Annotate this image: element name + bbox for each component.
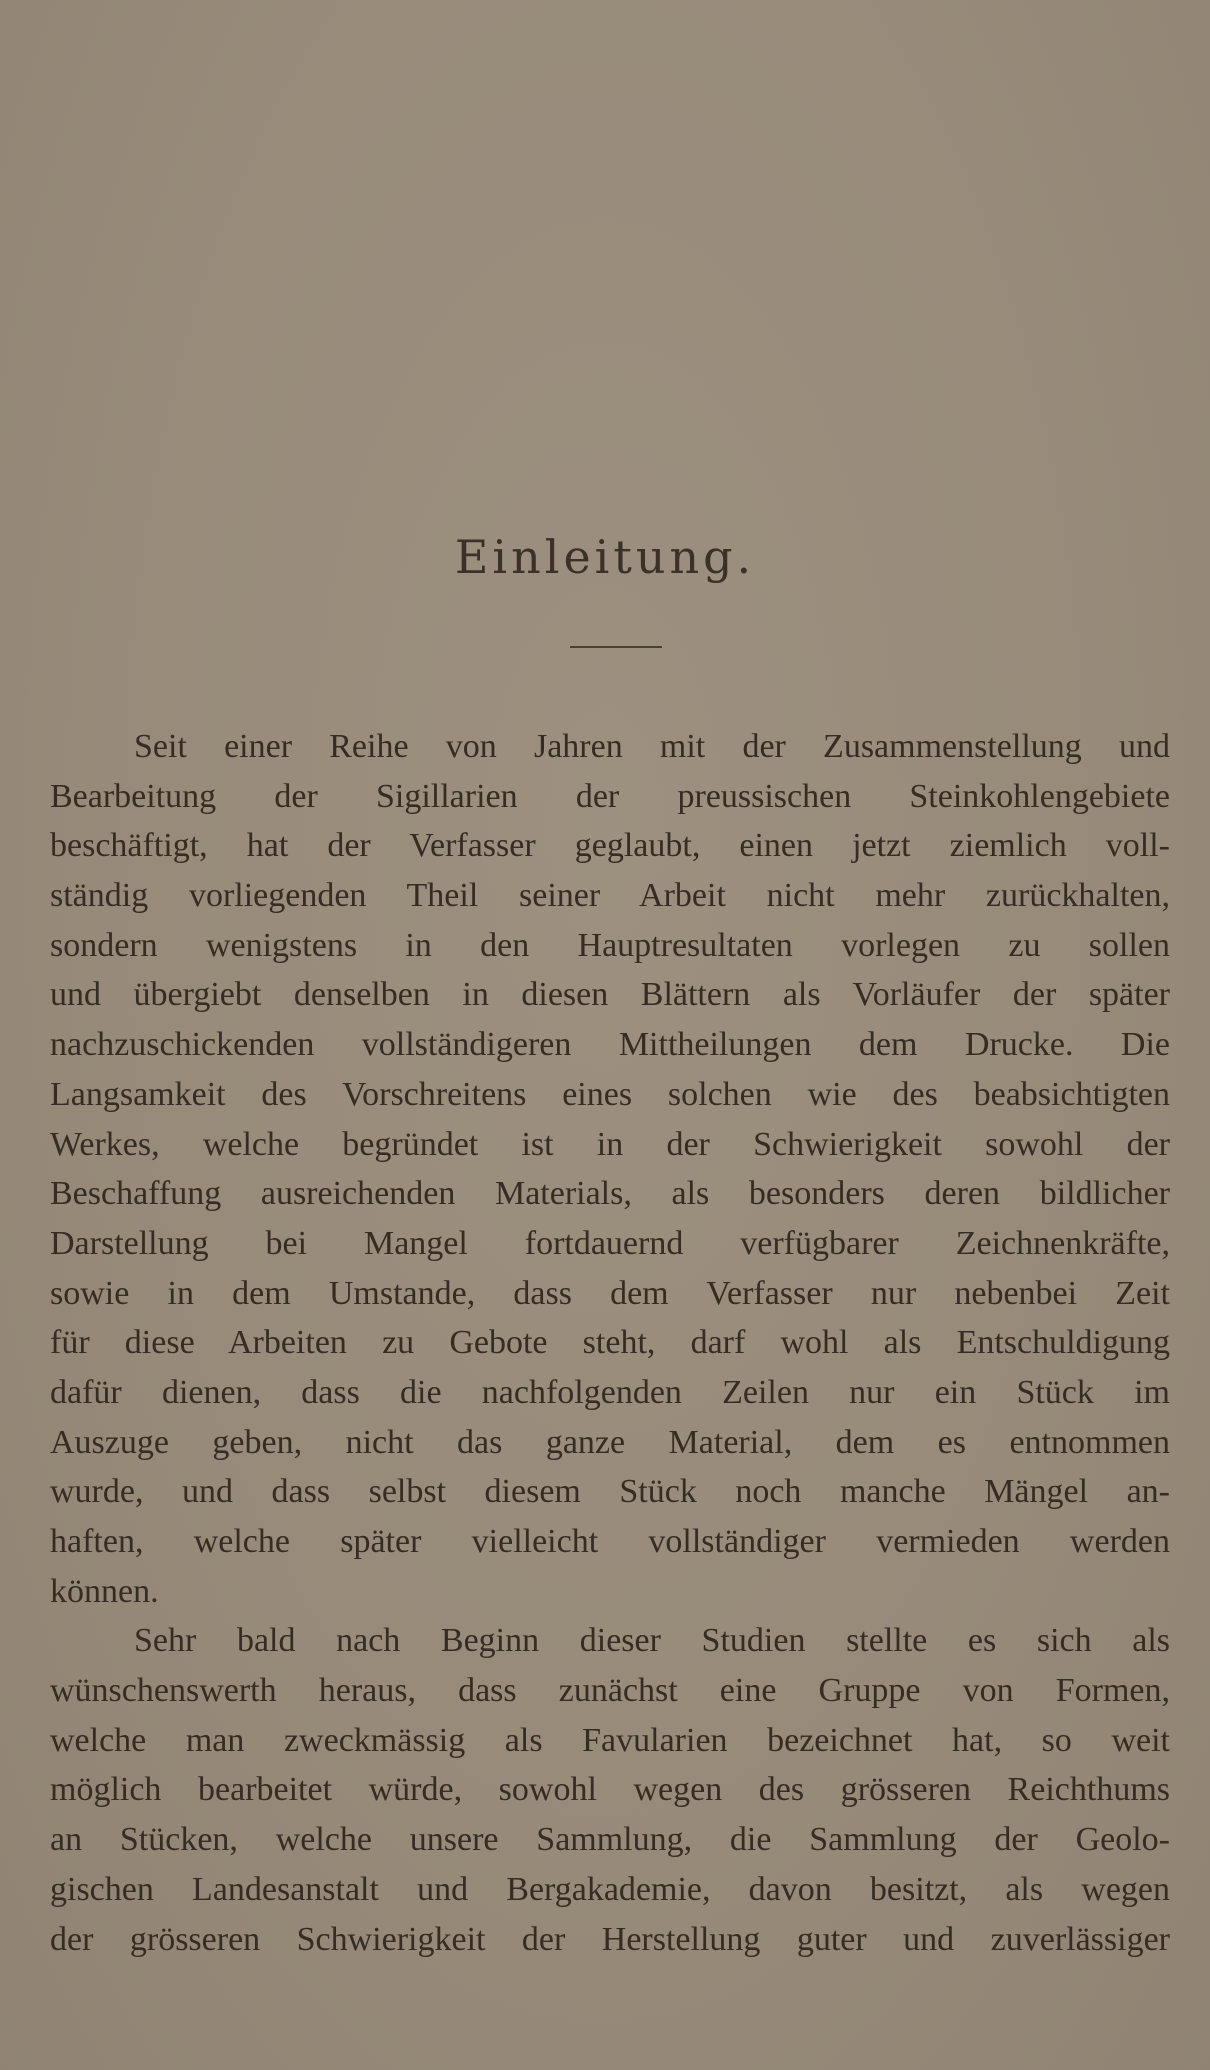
text-line: beschäftigt, hat der Verfasser geglaubt, einen jetzt ziemlich voll- <box>50 827 1170 865</box>
text-line: gischen Landesanstalt und Bergakademie, davon besitzt, als wegen <box>50 1870 1170 1908</box>
text-line: der grösseren Schwierigkeit der Herstellung guter und zuverlässiger <box>50 1920 1170 1958</box>
text-line: Bearbeitung der Sigillarien der preussischen Steinkohlengebiete <box>50 777 1170 815</box>
text-line: Auszuge geben, nicht das ganze Material, dem es entnommen <box>50 1423 1170 1461</box>
text-line: welche man zweckmässig als Favularien bezeichnet hat, so weit <box>50 1721 1170 1759</box>
text-line: sowie in dem Umstande, dass dem Verfasser nur nebenbei Zeit <box>50 1274 1170 1312</box>
text-line: wünschenswerth heraus, dass zunächst eine Gruppe von Formen, <box>50 1672 1170 1710</box>
text-line: sondern wenigstens in den Hauptresultaten vorlegen zu sollen <box>50 926 1170 964</box>
text-line: Werkes, welche begründet ist in der Schwierigkeit sowohl der <box>50 1125 1170 1163</box>
page-title: Einleitung. <box>454 530 756 584</box>
title-rule <box>570 646 662 648</box>
text-line: für diese Arbeiten zu Gebote steht, darf wohl als Entschuldigung <box>50 1324 1170 1362</box>
text-line: möglich bearbeitet würde, sowohl wegen des grösseren Reichthums <box>50 1771 1170 1809</box>
text-line: Seit einer Reihe von Jahren mit der Zusammenstellung und <box>134 728 1170 765</box>
text-line: Darstellung bei Mangel fortdauernd verfügbarer Zeichnenkräfte, <box>50 1224 1170 1262</box>
text-line: können. <box>50 1572 159 1610</box>
text-line: haften, welche später vielleicht vollständiger vermieden werden <box>50 1523 1170 1560</box>
text-line: Langsamkeit des Vorschreitens eines solchen wie des beabsichtigten <box>50 1075 1170 1113</box>
text-line: wurde, und dass selbst diesem Stück noch manche Mängel an- <box>50 1473 1170 1511</box>
text-line: Beschaffung ausreichenden Materials, als besonders deren bildlicher <box>50 1175 1170 1213</box>
text-line: und übergiebt denselben in diesen Blättern als Vorläufer der später <box>50 976 1170 1014</box>
body-text <box>50 722 1170 1964</box>
text-line: Sehr bald nach Beginn dieser Studien stellte es sich als <box>134 1622 1170 1660</box>
text-line: an Stücken, welche unsere Sammlung, die Sammlung der Geolo- <box>50 1821 1170 1859</box>
text-line: dafür dienen, dass die nachfolgenden Zeilen nur ein Stück im <box>50 1373 1170 1411</box>
text-line: nachzuschickenden vollständigeren Mittheilungen dem Drucke. Die <box>50 1026 1170 1064</box>
text-line: ständig vorliegenden Theil seiner Arbeit nicht mehr zurückhalten, <box>50 877 1170 915</box>
